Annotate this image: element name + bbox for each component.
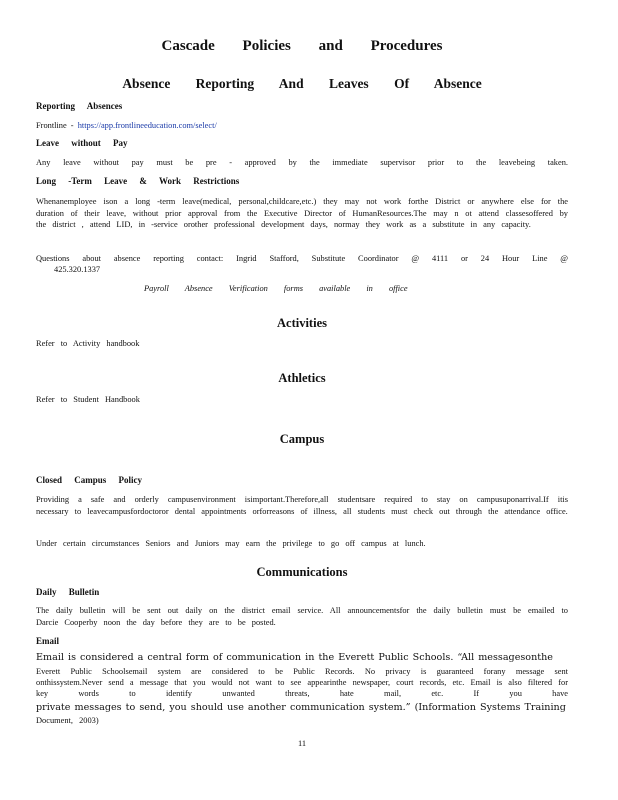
email-text-line-4: Document, 2003) [36,716,99,725]
activities-heading: Activities [277,316,327,330]
page-number: 11 [297,739,307,748]
leave-without-pay-text: Any leave without pay must be pre - approved by the immediate supervisor prior to the leavebeing taken. [36,158,568,167]
daily-bulletin-text: The daily bulletin will be sent out daily on the district email service. All announcementsfor the daily bulletin must be emailed to Darcie Cooperby noon the day before they are to be posted. [36,606,568,627]
email-text-line-3: private messages to send, you should use another communication system.” (Information Systems Training [36,702,566,713]
section-subtitle: Absence Reporting And Leaves Of Absence [122,76,482,91]
long-term-leave-text: Whenanemployee ison a long -term leave(medical, personal,childcare,etc.) they may not work forthe District or anywhere else for the duration of their leave, without prior approval from the Executive Director of HumanResources.The may n ot attend classesoffered by the district , attend LID, in -service orother professional development days, normay they work as a substitute in any capacity. [36,197,568,230]
questions-text: Questions about absence reporting contact: Ingrid Stafford, Substitute Coordinator @ 4111 or 24 Hour Line @ [36,254,568,263]
document-title: Cascade Policies and Procedures [161,38,443,54]
frontline-prefix: Frontline - [36,121,74,130]
frontline-line [36,120,568,132]
communications-heading: Communications [256,565,348,579]
closed-campus-text: Providing a safe and orderly campusenvironment isimportant.Therefore,all studentsare required to stay on campusuponarrival.If itis necessary to leavecampusfordoctoror dental appointments orforreasons of illness, all students must check out through the attendance office. [36,495,568,516]
campus-heading: Campus [279,432,325,446]
reporting-absences-label: Reporting Absences [36,101,123,111]
daily-bulletin-label: Daily Bulletin [36,587,100,597]
questions-phone: 425.320.1337 [54,265,101,274]
athletics-heading: Athletics [278,371,326,385]
frontline-link[interactable]: https://app.frontlineeducation.com/select/ [77,121,217,130]
long-term-leave-label: Long -Term Leave & Work Restrictions [36,176,240,186]
closed-campus-label: Closed Campus Policy [36,475,143,485]
email-label: Email [36,636,60,646]
activities-text: Refer to Activity handbook [36,339,140,348]
email-text-line-1: Email is considered a central form of communication in the Everett Public Schools. “All messagesonthe [36,652,553,663]
leave-without-pay-label: Leave without Pay [36,138,128,148]
email-text-body: Everett Public Schoolsemail system are considered to be Public Records. No privacy is guaranteed forany message sent onthissystem.Never send a message that you would not want to see appearinthe newspaper, court records, etc. Email is also filtered for key words to identify unwanted threats, hate mail, etc. If you have [36,667,568,698]
payroll-forms-note: Payroll Absence Verification forms available in office [144,284,408,293]
athletics-text: Refer to Student Handbook [36,395,140,404]
seniors-privilege-text: Under certain circumstances Seniors and Juniors may earn the privilege to go off campus at lunch. [36,539,426,548]
